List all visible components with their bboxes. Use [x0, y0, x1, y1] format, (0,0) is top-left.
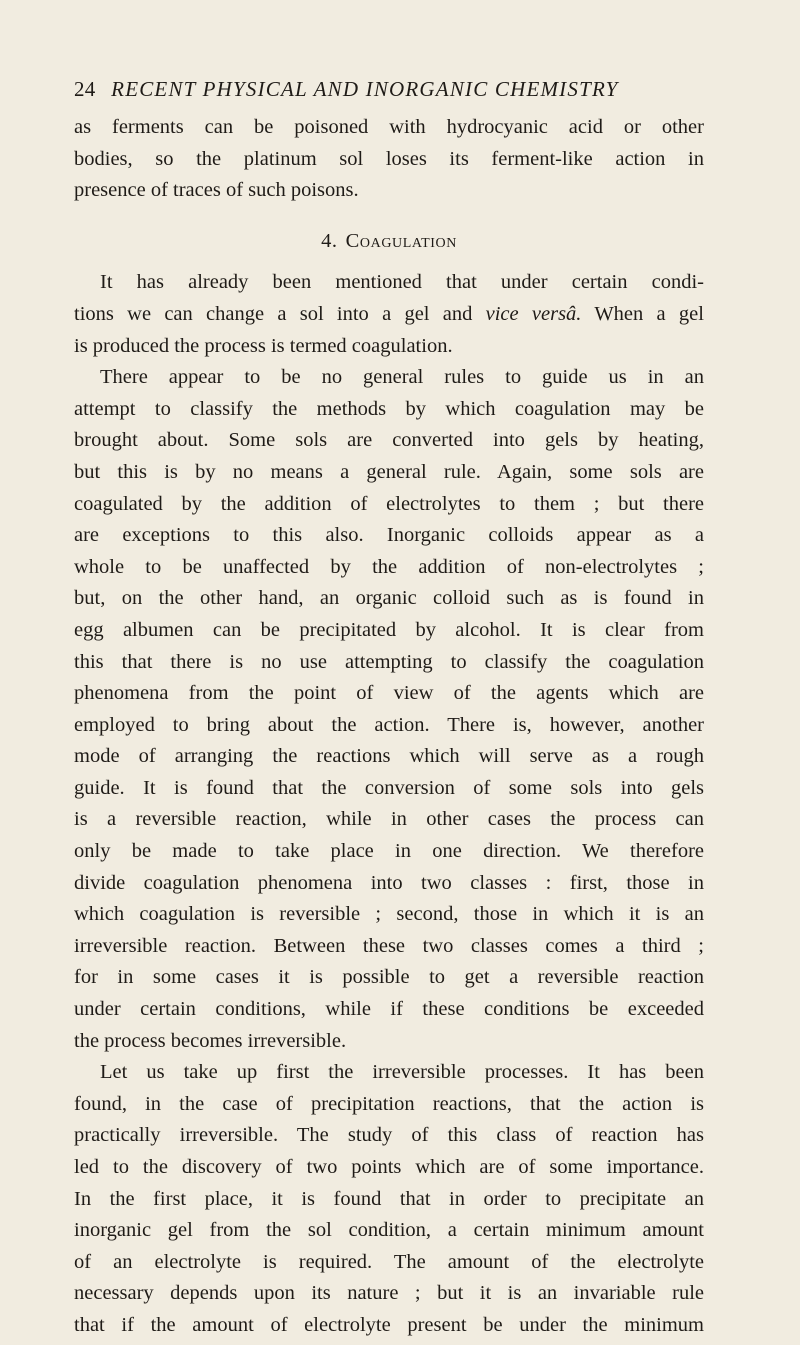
text-line: for in some cases it is possible to get a reversible reaction: [74, 966, 704, 989]
text-run: When a gel: [581, 302, 704, 325]
text-line: There appear to be no general rules to guide us in an: [100, 366, 704, 389]
paragraph-definition: [74, 267, 704, 362]
text-line: egg albumen can be precipitated by alcohol. It is clear from: [74, 618, 704, 641]
text-line: but, on the other hand, an organic colloid such as is found in: [74, 587, 704, 610]
page-number: 24: [74, 77, 96, 101]
book-page: [74, 76, 704, 1342]
text-line: Let us take up first the irreversible processes. It has been: [100, 1061, 704, 1084]
intro-paragraph: [74, 112, 704, 207]
text-line: coagulated by the addition of electrolytes to them ; but there: [74, 492, 704, 515]
text-line: are exceptions to this also. Inorganic colloids appear as a: [74, 524, 704, 547]
running-head: [74, 76, 704, 102]
text-line: divide coagulation phenomena into two classes : first, those in: [74, 871, 704, 894]
text-line: of an electrolyte is required. The amount of the electrolyte: [74, 1250, 704, 1273]
text-line: bodies, so the platinum sol loses its ferment-like action in: [74, 147, 704, 170]
text-line: guide. It is found that the conversion of some sols into gels: [74, 776, 704, 799]
text-line: the process becomes irreversible.: [74, 1029, 347, 1052]
text-line: presence of traces of such poisons.: [74, 179, 359, 202]
text-line: but this is by no means a general rule. Again, some sols are: [74, 460, 704, 483]
text-line: practically irreversible. The study of this class of reaction has: [74, 1124, 704, 1147]
text-line: employed to bring about the action. There is, however, another: [74, 713, 704, 736]
text-line: led to the discovery of two points which are of some importance.: [74, 1156, 704, 1178]
text-line: under certain conditions, while if these conditions be exceeded: [74, 998, 704, 1021]
text-line: is produced the process is termed coagulation.: [74, 334, 453, 357]
running-title: RECENT PHYSICAL AND INORGANIC CHEMISTRY: [111, 77, 619, 101]
section-title: Coagulation: [345, 229, 457, 252]
text-line: inorganic gel from the sol condition, a certain minimum amount: [74, 1219, 704, 1242]
text-run: tions we can change a sol into a gel and: [74, 302, 486, 325]
text-line: that if the amount of electrolyte present be under the minimum: [74, 1313, 704, 1336]
text-line: attempt to classify the methods by which coagulation may be: [74, 397, 704, 420]
section-number: 4.: [321, 229, 338, 252]
text-line: as ferments can be poisoned with hydrocyanic acid or other: [74, 116, 704, 138]
text-line: mode of arranging the reactions which will serve as a rough: [74, 745, 704, 768]
text-line: irreversible reaction. Between these two classes comes a third ;: [74, 934, 704, 957]
text-line: phenomena from the point of view of the agents which are: [74, 682, 704, 705]
text-line: found, in the case of precipitation reactions, that the action is: [74, 1092, 704, 1115]
text-line: necessary depends upon its nature ; but it is an invariable rule: [74, 1282, 704, 1305]
paragraph-irreversible: [74, 1057, 704, 1341]
text-line: whole to be unaffected by the addition of non-electrolytes ;: [74, 555, 704, 578]
section-heading: [74, 226, 704, 258]
paragraph-classification: [74, 362, 704, 1057]
text-line: this that there is no use attempting to classify the coagulation: [74, 650, 704, 673]
text-line: brought about. Some sols are converted into gels by heating,: [74, 429, 704, 452]
text-line: is a reversible reaction, while in other cases the process can: [74, 808, 704, 831]
text-line: In the first place, it is found that in order to precipitate an: [74, 1187, 704, 1210]
text-line: only be made to take place in one direction. We therefore: [74, 840, 704, 863]
text-line: [74, 299, 704, 331]
text-line: which coagulation is reversible ; second, those in which it is an: [74, 903, 704, 926]
italic-phrase: vice versâ.: [485, 302, 582, 325]
text-line: It has already been mentioned that under certain condi-: [100, 271, 704, 294]
